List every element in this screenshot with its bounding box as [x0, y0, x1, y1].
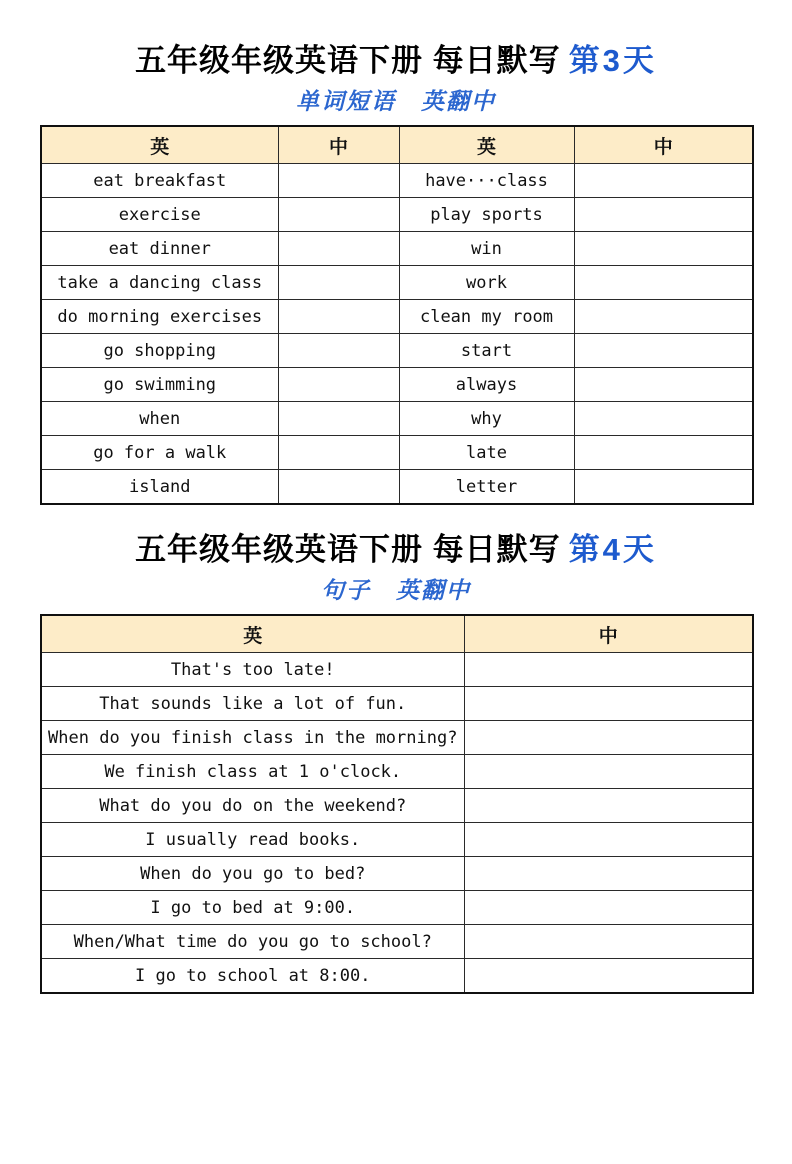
table-cell [574, 436, 753, 470]
table-cell [278, 402, 399, 436]
table-cell [278, 436, 399, 470]
table-row [41, 334, 753, 368]
table-cell: go for a walk [41, 436, 278, 470]
header-cell-english: 英 [41, 615, 464, 653]
table-cell: letter [399, 470, 574, 505]
table-cell: When do you go to bed? [41, 857, 464, 891]
table-cell [278, 198, 399, 232]
section2-title [40, 531, 752, 569]
table-cell: island [41, 470, 278, 505]
table-row [41, 198, 753, 232]
header-cell-english-2: 英 [399, 126, 574, 164]
section1-title-day: 第3天 [568, 43, 657, 78]
table-cell [574, 334, 753, 368]
table-cell [574, 266, 753, 300]
table-cell: clean my room [399, 300, 574, 334]
header-cell-chinese-1: 中 [278, 126, 399, 164]
table-cell [574, 198, 753, 232]
table-row [41, 959, 753, 994]
table-cell [464, 687, 753, 721]
section1-title [40, 42, 752, 80]
table-cell: why [399, 402, 574, 436]
header-cell-chinese-2: 中 [574, 126, 753, 164]
table-cell: when [41, 402, 278, 436]
table-cell [278, 368, 399, 402]
table-cell: take a dancing class [41, 266, 278, 300]
table-cell: I go to bed at 9:00. [41, 891, 464, 925]
table-cell [574, 368, 753, 402]
table-cell [464, 891, 753, 925]
table-cell: We finish class at 1 o'clock. [41, 755, 464, 789]
table-row [41, 368, 753, 402]
section1-subtitle: 单词短语 英翻中 [296, 88, 496, 115]
table-row [41, 402, 753, 436]
day3-words-table [40, 125, 754, 505]
day3-table-header [41, 126, 753, 164]
table-cell [278, 266, 399, 300]
table-cell [464, 653, 753, 687]
table-row [41, 891, 753, 925]
table-row [41, 857, 753, 891]
table-cell: have···class [399, 164, 574, 198]
table-row [41, 687, 753, 721]
table-cell: win [399, 232, 574, 266]
table-cell [464, 755, 753, 789]
table-cell [464, 789, 753, 823]
table-cell: eat breakfast [41, 164, 278, 198]
table-header-row [41, 615, 753, 653]
table-cell: do morning exercises [41, 300, 278, 334]
header-cell-english-1: 英 [41, 126, 278, 164]
table-cell [278, 300, 399, 334]
table-cell [574, 470, 753, 505]
section2-subtitle: 句子 英翻中 [321, 577, 471, 604]
table-cell [574, 232, 753, 266]
table-cell: I usually read books. [41, 823, 464, 857]
table-cell: When do you finish class in the morning? [41, 721, 464, 755]
table-row [41, 266, 753, 300]
day4-table-body [41, 653, 753, 994]
table-cell: start [399, 334, 574, 368]
day3-table-body [41, 164, 753, 505]
table-cell: late [399, 436, 574, 470]
table-header-row [41, 126, 753, 164]
table-cell [574, 402, 753, 436]
table-cell: That's too late! [41, 653, 464, 687]
table-cell: I go to school at 8:00. [41, 959, 464, 994]
table-cell: eat dinner [41, 232, 278, 266]
table-cell [464, 925, 753, 959]
table-cell: When/What time do you go to school? [41, 925, 464, 959]
day4-sentences-table [40, 614, 754, 994]
section2-title-main: 五年级年级英语下册 每日默写 [135, 532, 561, 567]
table-cell [278, 232, 399, 266]
table-cell [464, 823, 753, 857]
table-cell: exercise [41, 198, 278, 232]
table-cell [464, 721, 753, 755]
table-row [41, 653, 753, 687]
table-row [41, 470, 753, 505]
section2-title-day: 第4天 [568, 532, 657, 567]
table-cell [278, 470, 399, 505]
table-row [41, 300, 753, 334]
table-cell: always [399, 368, 574, 402]
table-cell [278, 334, 399, 368]
table-row [41, 789, 753, 823]
section1-title-main: 五年级年级英语下册 每日默写 [135, 43, 561, 78]
table-cell: That sounds like a lot of fun. [41, 687, 464, 721]
table-cell [574, 164, 753, 198]
table-row [41, 721, 753, 755]
table-cell: work [399, 266, 574, 300]
table-cell [464, 959, 753, 994]
table-cell [464, 857, 753, 891]
table-cell [574, 300, 753, 334]
table-cell: go swimming [41, 368, 278, 402]
table-row [41, 755, 753, 789]
table-cell: play sports [399, 198, 574, 232]
header-cell-chinese: 中 [464, 615, 753, 653]
table-row [41, 232, 753, 266]
table-cell: go shopping [41, 334, 278, 368]
day4-table-header [41, 615, 753, 653]
table-row [41, 164, 753, 198]
table-row [41, 436, 753, 470]
table-cell: What do you do on the weekend? [41, 789, 464, 823]
table-cell [278, 164, 399, 198]
table-row [41, 925, 753, 959]
worksheet-page [0, 42, 792, 994]
table-row [41, 823, 753, 857]
